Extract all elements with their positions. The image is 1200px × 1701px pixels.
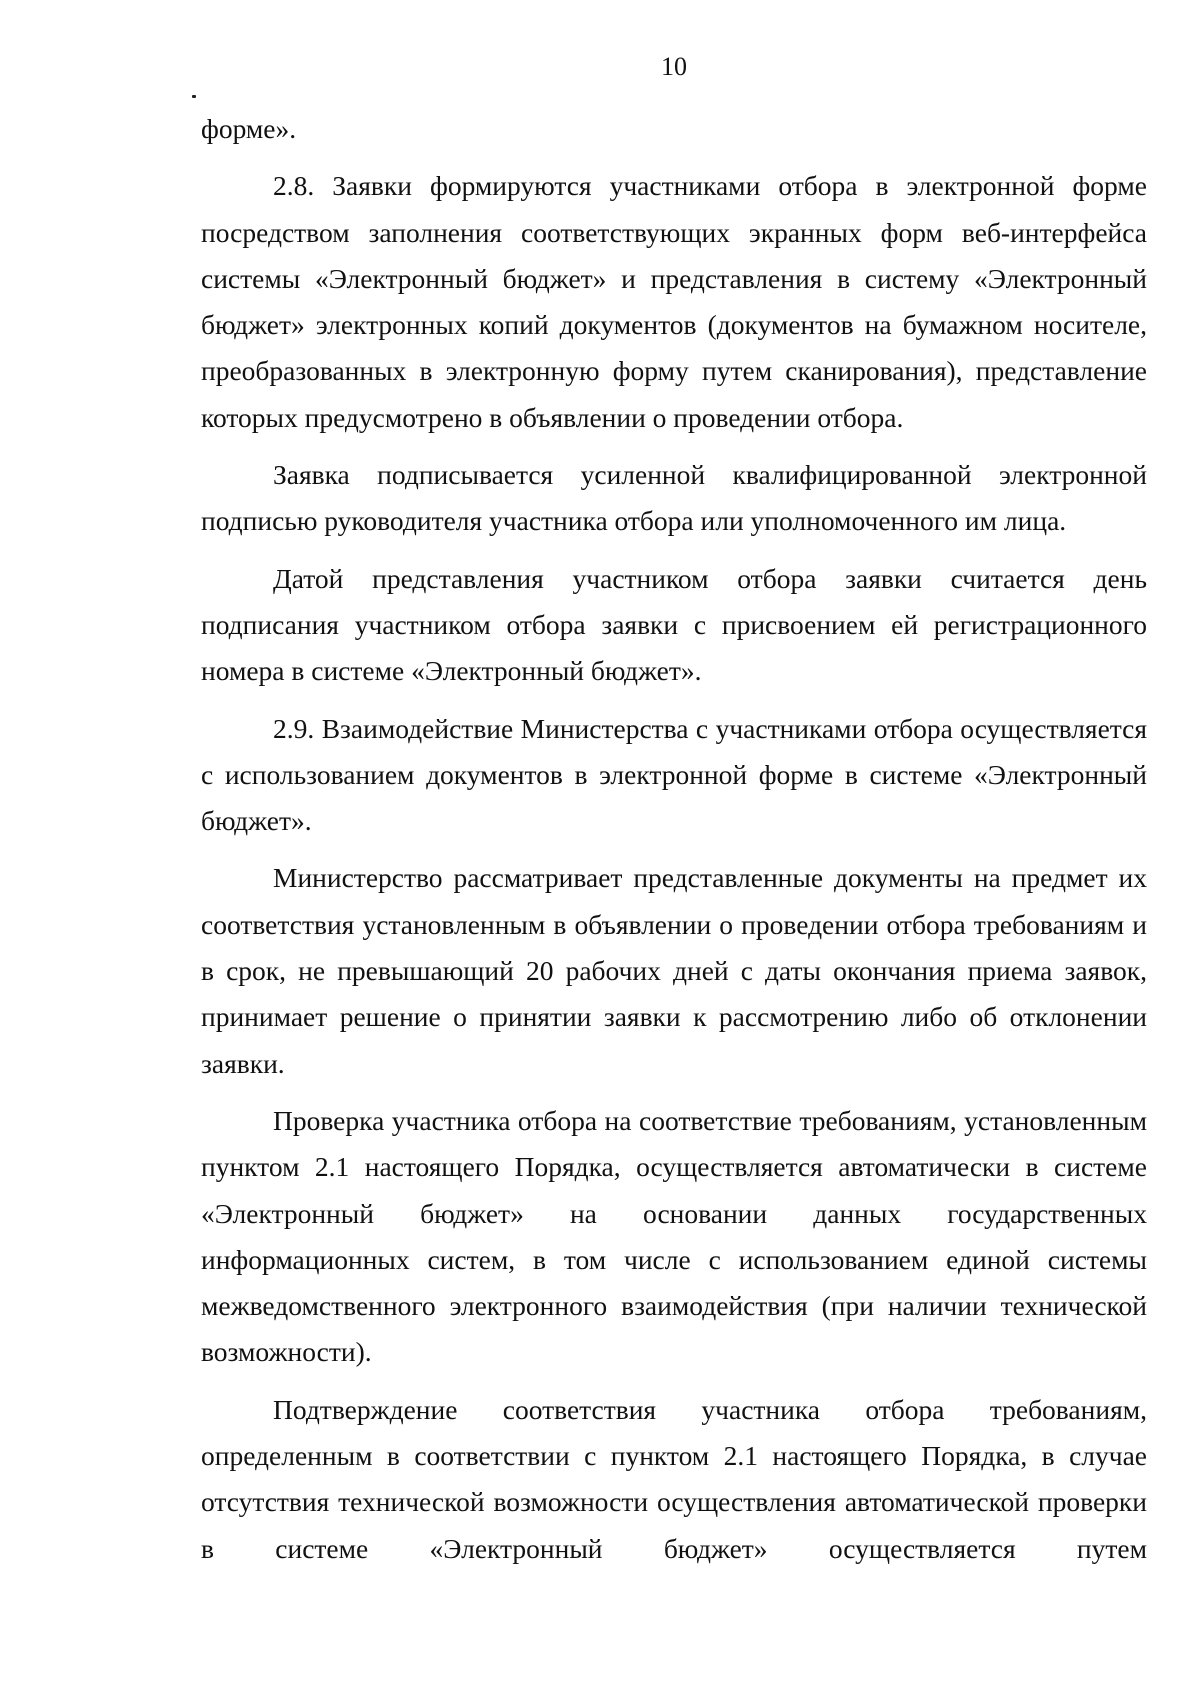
paragraph-2-9: 2.9. Взаимодействие Министерства с участниками отбора осуществляется с использованием документов в электронной форме в системе «Электронный бюджет».	[201, 712, 1147, 837]
paragraph-signature: Заявка подписывается усиленной квалифицированной электронной подписью руководителя участника отбора или уполномоченного им лица.	[201, 459, 1147, 537]
paragraph-confirmation: Подтверждение соответствия участника отбора требованиям, определенным в соответствии с пунктом 2.1 настоящего Порядка, в случае отсутствия технической возможности осуществления автоматической проверки в системе «Электронный бюджет» осуществляется путем	[201, 1393, 1147, 1564]
paragraph-submission-date: Датой представления участником отбора заявки считается день подписания участником отбора заявки с присвоением ей регистрационного номера в системе «Электронный бюджет».	[201, 562, 1147, 687]
paragraph-automatic-check: Проверка участника отбора на соответствие требованиям, установленным пунктом 2.1 настоящего Порядка, осуществляется автоматически в системе «Электронный бюджет» на основании данных государственных информационных систем, в том числе с использованием единой системы межведомственного электронного взаимодействия (при наличии технической возможности).	[201, 1104, 1147, 1368]
scan-artifact-dot	[192, 95, 196, 98]
page-number: 10	[661, 52, 687, 81]
document-body	[201, 106, 1147, 1572]
paragraph-ministry-review: Министерство рассматривает представленные документы на предмет их соответствия установленным в объявлении о проведении отбора требованиям и в срок, не превышающий 20 рабочих дней с даты окончания приема заявок, принимает решение о принятии заявки к рассмотрению либо об отклонении заявки.	[201, 862, 1147, 1079]
paragraph-continuation: форме».	[201, 113, 297, 144]
paragraph-2-8: 2.8. Заявки формируются участниками отбора в электронной форме посредством заполнения соответствующих экранных форм веб-интерфейса системы «Электронный бюджет» и представления в систему «Электронный бюджет» электронных копий документов (документов на бумажном носителе, преобразованных в электронную форму путем сканирования), представление которых предусмотрено в объявлении о проведении отбора.	[201, 170, 1147, 433]
